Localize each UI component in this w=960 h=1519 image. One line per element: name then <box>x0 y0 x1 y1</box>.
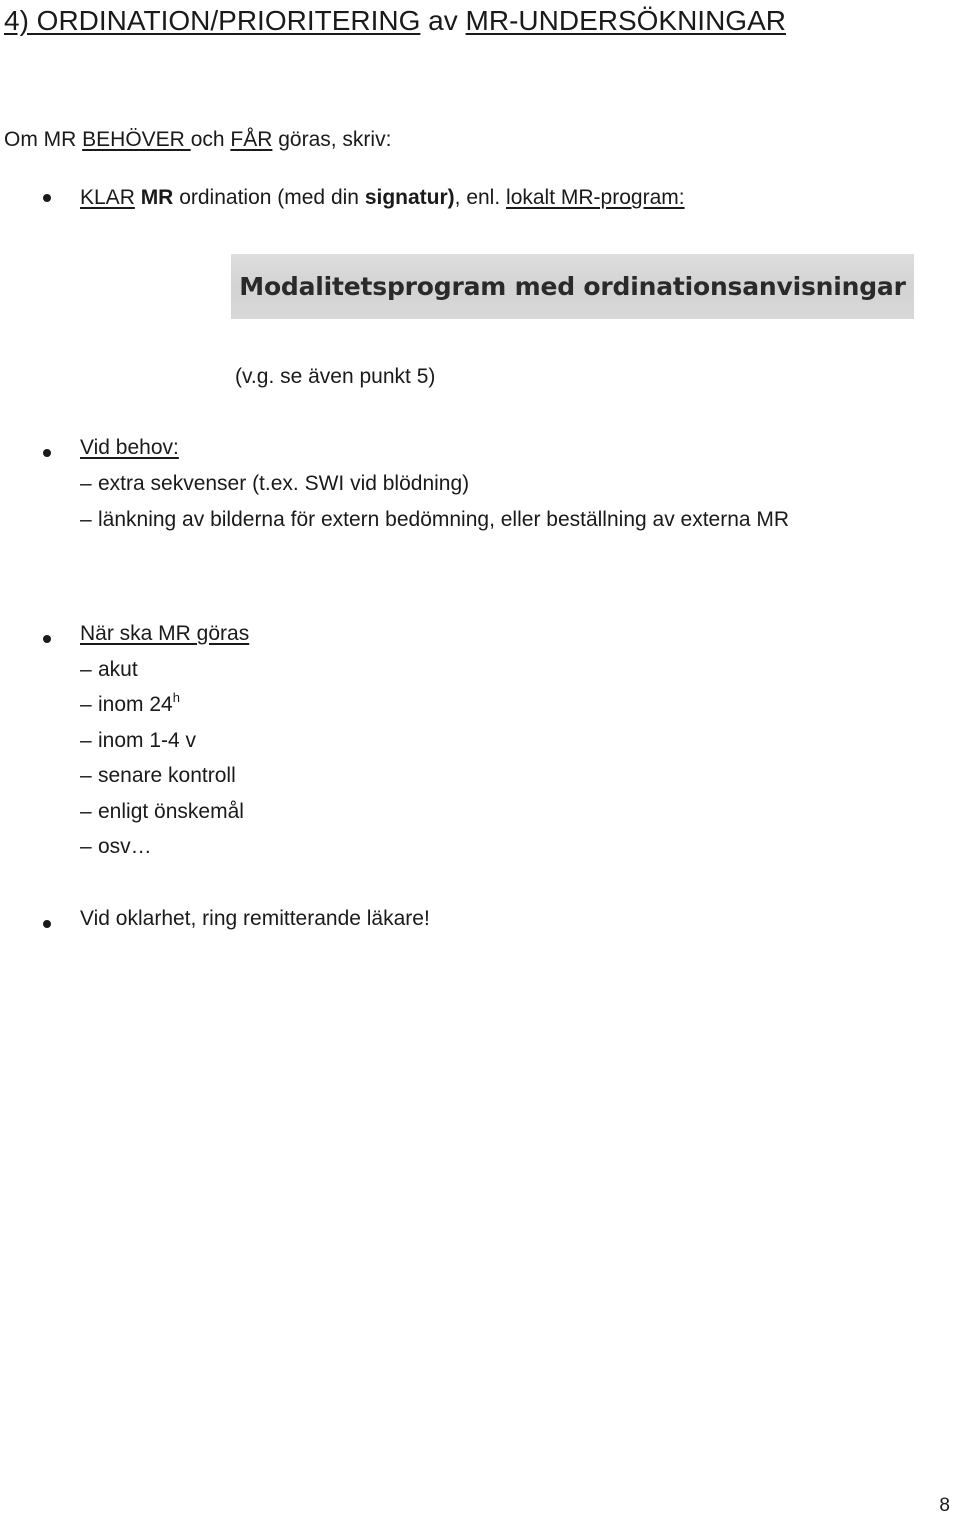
page-title <box>4 3 786 39</box>
bullet-dot-icon <box>43 635 51 643</box>
intro-post: göras, skriv: <box>272 128 392 151</box>
bullet-dot-icon <box>43 194 51 202</box>
hours-superscript: h <box>172 690 180 705</box>
nar-ska-mr-goras-heading: När ska MR göras <box>80 622 250 645</box>
see-point-5-note: (v.g. se även punkt 5) <box>235 365 436 388</box>
dash-icon: – <box>80 729 92 752</box>
dash-icon: – <box>80 472 92 495</box>
intro-line <box>4 126 391 154</box>
bullet-dot-icon <box>43 920 51 928</box>
list-item: – enligt önskemål <box>80 798 244 826</box>
intro-pre: Om MR <box>4 128 83 151</box>
title-part-av: av <box>420 5 466 36</box>
klar-text: KLAR <box>80 186 135 209</box>
list-item: – länkning av bilderna för extern bedömning, eller beställning av externa MR <box>80 506 789 534</box>
dash-icon: – <box>80 508 92 531</box>
intro-far: FÅR <box>230 128 273 151</box>
photo-banner-text: Modalitetsprogram med ordinationsanvisningar <box>239 272 906 301</box>
vid-behov-heading: Vid behov: <box>80 436 179 459</box>
dash-icon: – <box>80 835 92 858</box>
dash-icon: – <box>80 658 92 681</box>
dash-icon: – <box>80 800 92 823</box>
lokalt-program-text: lokalt MR-program: <box>506 186 685 209</box>
bullet-dot-icon <box>43 449 51 457</box>
bullet-klar-mr <box>80 184 685 212</box>
list-item: – extra sekvenser (t.ex. SWI vid blödning) <box>80 470 469 498</box>
signatur-text: signatur) <box>364 186 455 209</box>
enl-text: , enl. <box>454 186 507 209</box>
dash-icon: – <box>80 764 92 787</box>
list-item: – osv… <box>80 833 152 861</box>
list-item: – inom 24$^h$ <box>80 691 180 719</box>
mr-text: MR <box>134 186 174 209</box>
title-part-mr: MR-UNDERSÖKNINGAR <box>465 5 786 36</box>
ordination-text: ordination (med din <box>173 186 365 209</box>
vid-oklarhet-text: Vid oklarhet, ring remitterande läkare! <box>80 907 430 930</box>
modalitetsprogram-photo <box>231 254 914 319</box>
dash-icon: – <box>80 693 92 716</box>
title-part-ordination: 4) ORDINATION/PRIORITERING <box>4 5 421 36</box>
intro-behover: BEHÖVER <box>82 128 191 151</box>
list-item: – akut <box>80 656 138 684</box>
list-item: – inom 1-4 v <box>80 727 196 755</box>
list-item: – senare kontroll <box>80 762 236 790</box>
page-number: 8 <box>939 1495 950 1516</box>
intro-mid: och <box>190 128 231 151</box>
